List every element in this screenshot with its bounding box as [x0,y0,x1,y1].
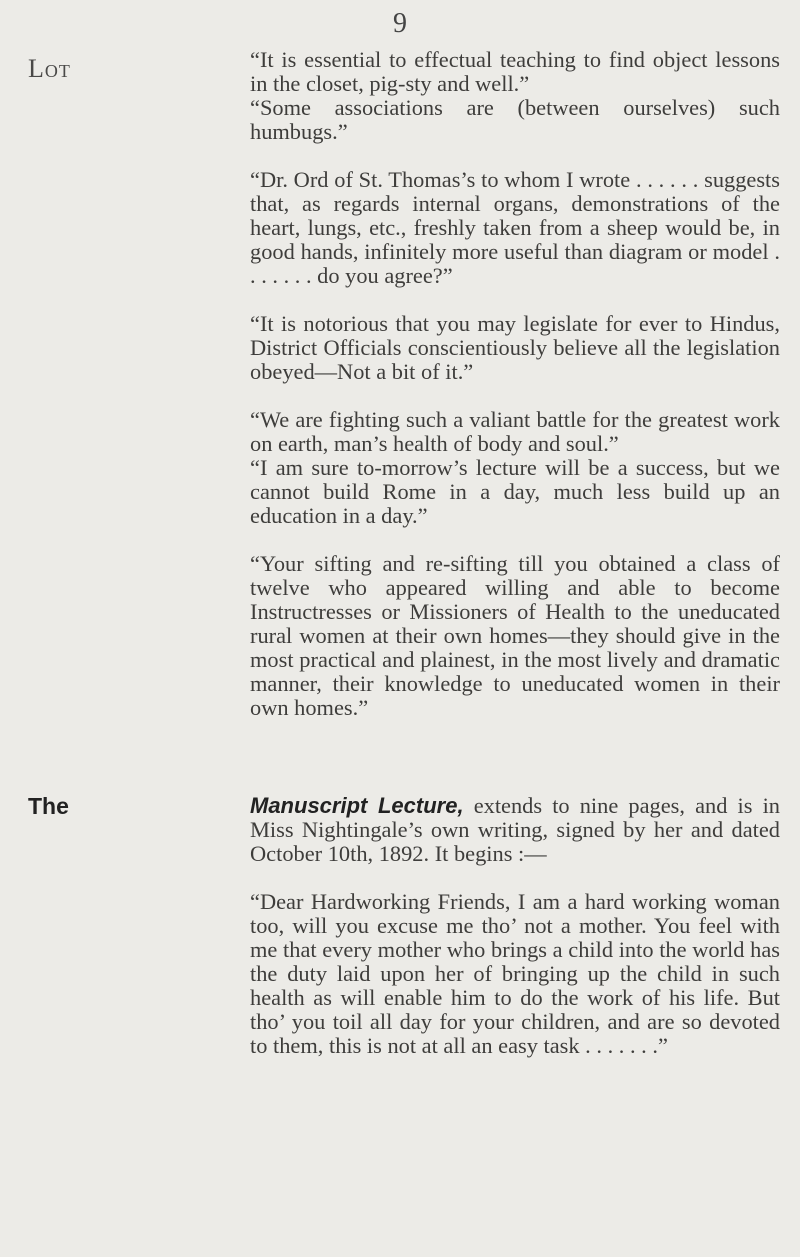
quote-paragraph: “We are fighting such a valiant battle for the greatest work on earth, man’s health of body and soul.” [250,407,780,456]
quote-paragraph: “Some associations are (between ourselves) such humbugs.” [250,95,780,144]
manuscript-lecture-title: Manuscript Lecture, [250,793,464,818]
quote-paragraph: “It is notorious that you may legislate for ever to Hindus, District Officials conscientiously believe all the legislation obeyed—Not a bit of it.” [250,311,780,384]
the-label: The [28,793,69,819]
quote-paragraph: “Your sifting and re-sifting till you obtained a class of twelve who appeared willing and able to become Instructresses or Missioners of Health to the uneducated rural women at their own homes—they should give in the most practical and plainest, in the most lively and dramatic manner, their knowledge to uneducated women in their own homes.” [250,551,780,720]
page-number: 9 [393,8,407,39]
lecture-description [250,794,780,866]
lecture-description-block [28,794,780,866]
letter-text: “Dear Hardworking Friends, I am a hard working woman too, will you excuse me tho’ not a mother. You feel with me that every mother who brings a child into the world has the duty laid upon her of bringing up the child in such health as will enable him to do the work of his life. But tho’ you toil all day for your children, and are so devoted to them, this is not at all an easy task . . . . . . .” [250,889,780,1058]
lot-label: Lot [28,54,71,83]
quote-paragraph: “It is essential to effectual teaching to find object lessons in the closet, pig-sty and well.” [250,47,780,96]
quotes-section [250,48,780,744]
letter-excerpt [250,890,780,1082]
lecture-description-text: extends to nine pages, and is in Miss Nightingale’s own writing, signed by her and dated October 10th, 1892. It begins :— [250,793,780,866]
quote-paragraph: “I am sure to-morrow’s lecture will be a success, but we cannot build Rome in a day, much less build up an education in a day.” [250,455,780,528]
quote-paragraph: “Dr. Ord of St. Thomas’s to whom I wrote . . . . . . suggests that, as regards internal organs, demonstrations of the heart, lungs, etc., freshly taken from a sheep would be, in good hands, infinitely more useful than diagram or model . . . . . . . do you agree?” [250,167,780,288]
